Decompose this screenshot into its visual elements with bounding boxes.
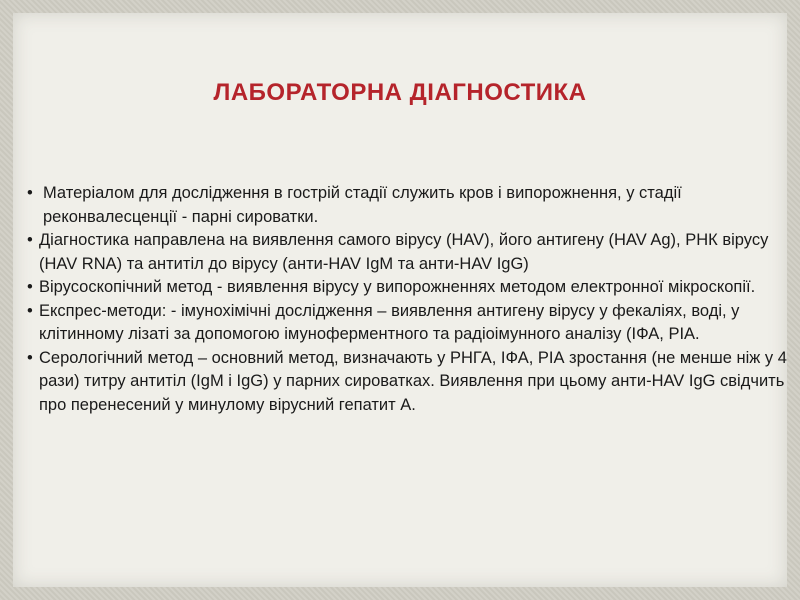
list-item <box>25 300 789 347</box>
list-item <box>25 347 789 418</box>
bullet-icon: • <box>27 348 33 367</box>
list-item-text: Вірусоскопічний метод - виявлення вірусу у випорожненнях методом електронної мікроскопії. <box>39 278 756 296</box>
bullet-icon: • <box>27 301 33 320</box>
list-item <box>25 229 789 276</box>
bullet-icon: • <box>27 278 33 296</box>
list-item-text: Серологічний метод – основний метод, визначають у РНГА, ІФА, РІА зростання (не менше ніж у 4 рази) титру антитіл (IgM і IgG) у парних сироватках. Виявлення при цьому анти-HAV IgG свідчить про перенесений у минулому вірусний гепатит А. <box>39 348 787 414</box>
list-item <box>25 276 789 300</box>
bullet-icon: • <box>27 231 33 249</box>
list-item-text: Діагностика направлена на виявлення самого вірусу (HAV), його антигену (HAV Ag), РНК вірусу (HAV RNA) та антитіл до вірусу (анти-HAV IgM та анти-HAV IgG) <box>39 231 769 273</box>
slide <box>13 13 787 587</box>
list-item <box>25 182 789 229</box>
list-item-text: Матеріалом для дослідження в гострій стадії служить кров і випорожнення, у стадії реконвалесценції - парні сироватки. <box>43 184 682 226</box>
bullet-list <box>25 182 789 417</box>
bullet-icon: • <box>27 184 33 202</box>
list-item-text: Експрес-методи: - імунохімічні дослідження – виявлення антигену вірусу у фекаліях, воді, у клітинному лізаті за допомогою імуноферментного та радіоімунного аналізу (ІФА, РІА. <box>39 301 740 343</box>
slide-title: ЛАБОРАТОРНА ДІАГНОСТИКА <box>213 79 587 106</box>
